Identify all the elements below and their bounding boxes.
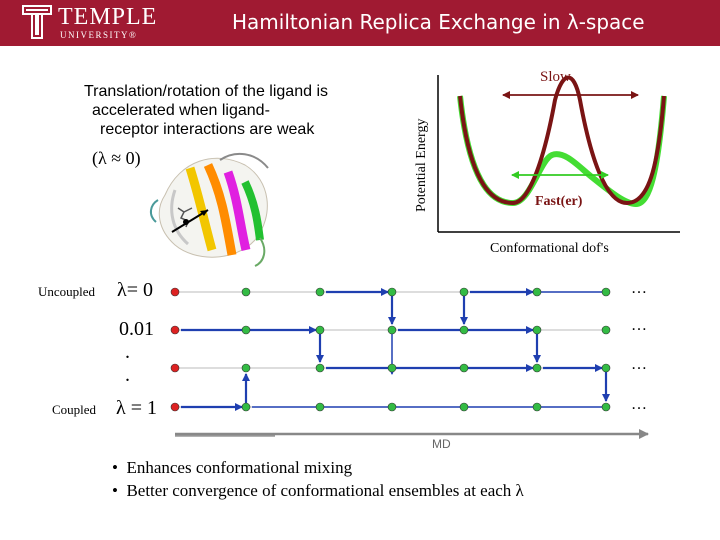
bullet-item: • Enhances conformational mixing [112,458,353,477]
lambda-dot-1: . [125,341,130,363]
logo-wordmark: TEMPLE [58,4,158,30]
replica-dot [533,326,541,334]
replica-dot [388,288,396,296]
replica-dot [533,288,541,296]
coupled-label: Coupled [52,402,97,417]
replica-dot [602,326,610,334]
logo-subtext: UNIVERSITY® [60,30,138,40]
protein-ligand-icon [151,154,268,266]
intro-line-2: accelerated when ligand- [92,102,270,119]
row-ellipsis-0: … [631,280,647,297]
replica-start-dot [171,403,179,411]
replica-dot [316,403,324,411]
replica-dot [460,403,468,411]
replica-dot [388,364,396,372]
replica-dot [316,288,324,296]
lambda-row-1: 0.01 [119,318,154,340]
bullet-list [112,456,524,502]
energy-x-label: Conformational dof's [490,240,609,256]
replica-start-dot [171,288,179,296]
uncoupled-label: Uncoupled [38,284,96,299]
replica-start-dot [171,364,179,372]
coupled-potential-curve [460,78,664,204]
bullet-text-2: Better convergence of conformational ensembles at each λ [126,481,524,500]
replica-dot [242,326,250,334]
potential-energy-plot [414,69,680,256]
row-ellipsis-2: … [631,356,647,373]
replica-dot [242,288,250,296]
replica-dot [388,326,396,334]
replica-dot [388,403,396,411]
replica-dot [316,326,324,334]
bullet-text-1: Enhances conformational mixing [126,458,353,477]
lambda-row-0: λ= 0 [117,279,153,301]
replica-dot [460,326,468,334]
replica-dot [602,364,610,372]
row-ellipsis-3: … [631,396,647,413]
slow-label: Slow [540,69,571,85]
uncoupled-potential-curve [460,96,664,204]
md-time-axis [175,434,648,451]
replica-exchange-grid [171,288,610,411]
replica-dot [316,364,324,372]
intro-line-1: Translation/rotation of the ligand is [84,83,328,100]
fast-label: Fast(er) [535,194,583,209]
replica-start-dot [171,326,179,334]
row-ellipsis-1: … [631,317,647,334]
md-label: MD [432,437,451,451]
slide-title: Hamiltonian Replica Exchange in λ-space [232,10,645,34]
replica-dot [602,288,610,296]
replica-dot [602,403,610,411]
intro-line-3: receptor interactions are weak [100,121,315,138]
energy-y-label: Potential Energy [414,118,429,212]
replica-dot [460,288,468,296]
replica-dot [460,364,468,372]
replica-dot [533,403,541,411]
replica-dot [533,364,541,372]
replica-dot [242,364,250,372]
bullet-item: • Better convergence of conformational ensembles at each λ [112,481,524,500]
lambda-approx-note: (λ ≈ 0) [92,148,141,168]
lambda-row-3: λ = 1 [116,397,157,419]
replica-dot [242,403,250,411]
lambda-dot-2: . [125,364,130,386]
